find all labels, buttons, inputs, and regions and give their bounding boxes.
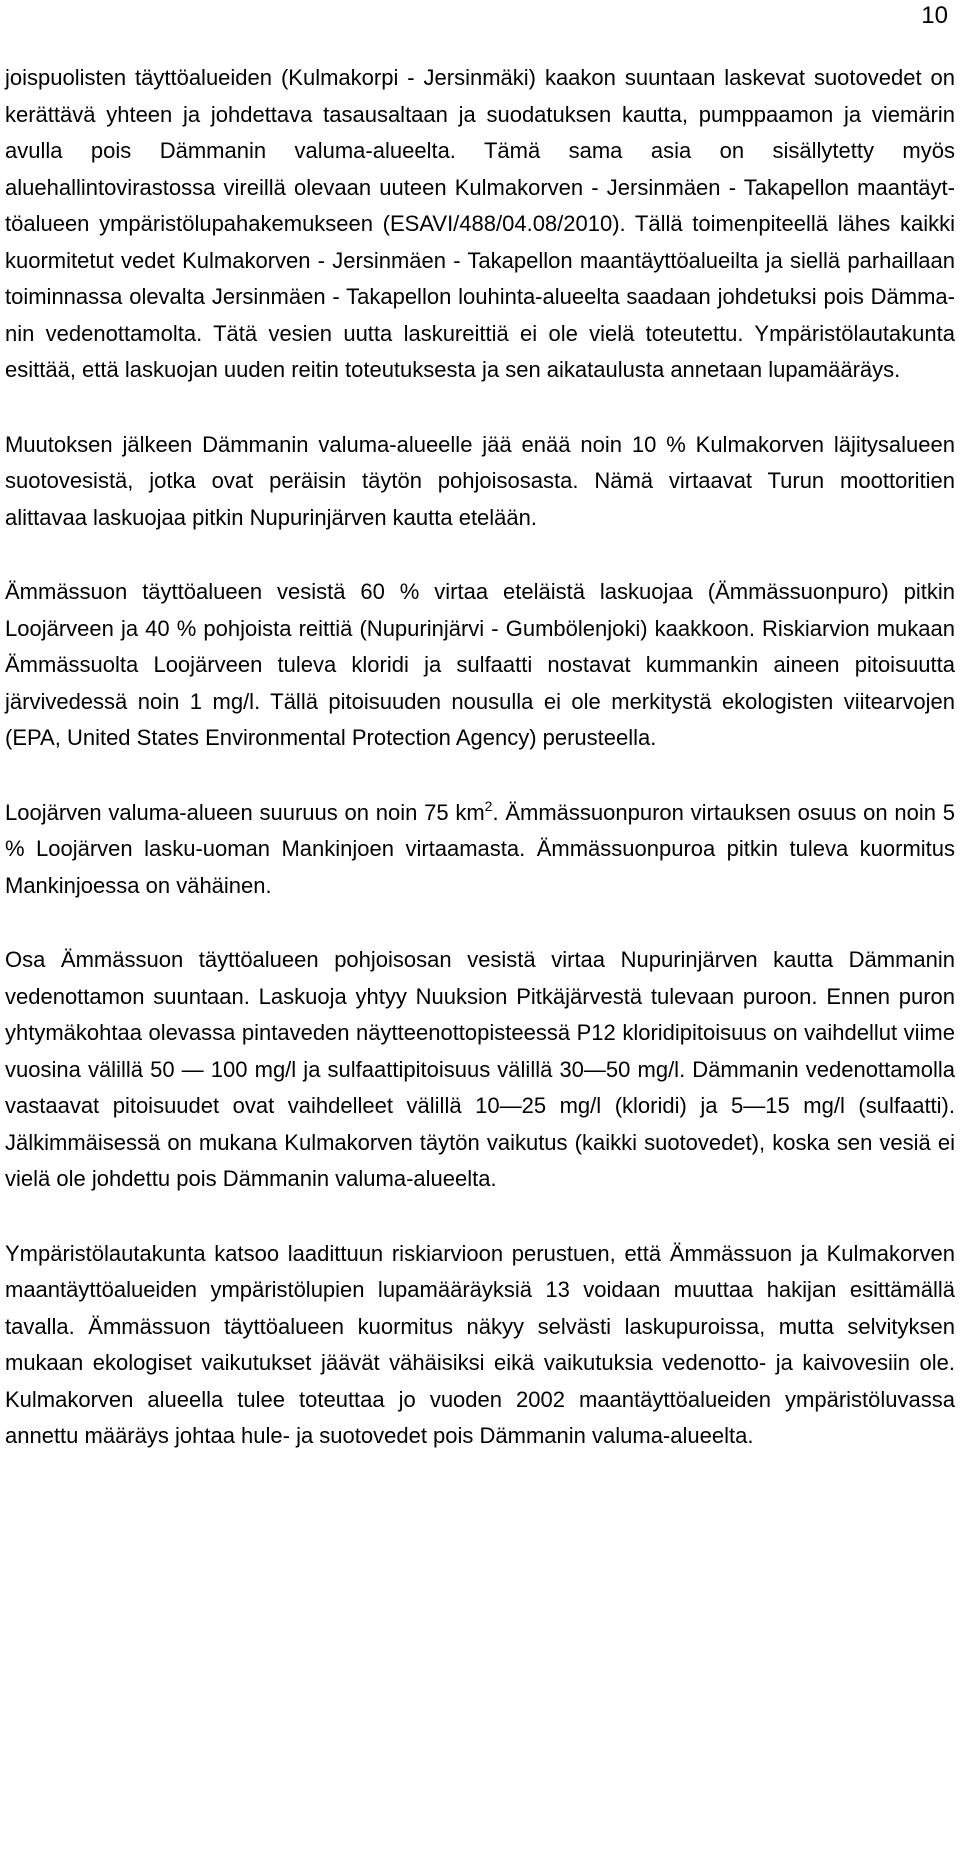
document-body	[5, 60, 955, 1493]
page-number: 10	[921, 2, 948, 29]
catchment-text: Loojärven valuma-alueen suuruus on noin 75 km	[5, 799, 485, 825]
paragraph-after-change: Muutoksen jälkeen Dämmanin valuma-alueelle jää enää noin 10 % Kulmakorven läjitysalueen suotovesistä, jotka ovat peräisin täytön pohjoisosasta. Nämä virtaavat Turun moottoritien alittavaa laskuojaa pitkin Nupurinjärven kautta etelään.	[5, 431, 955, 530]
paragraph-ammassuo-waters: Ämmässuon täyttöalueen vesistä 60 % virtaa eteläistä laskuojaa (Ämmässuonpuro) pitkin Loojärveen ja 40 % pohjoista reittiä (Nupurinjärvi - Gumbölenjoki) kaakkoon. Riskiarvion mukaan Ämmässuolta Loojärveen tuleva kloridi ja sulfaatti nostavat kummankin aineen pitoisuutta järvivedessä noin 1 mg/l. Tällä pitoisuuden nousulla ei ole merkitystä ekologisten viitearvojen (EPA, United States Environmental Protection Agency) perusteella.	[5, 579, 955, 750]
catchment-text-continued: . Ämmässuonpuron virtauksen osuus on noin 5 % Loojärven lasku-uoman Mankinjoen virtaamasta. Ämmässuonpuroa pitkin tuleva kuormitus Mankinjoessa on vähäinen.	[5, 799, 955, 898]
paragraph-conclusion: Ympäristölautakunta katsoo laadittuun riskiarvioon perustuen, että Ämmässuon ja Kulmakorven maantäyttöalueiden ympäristölupien lupamääräyksiä 13 voidaan muuttaa hakijan esittämällä tavalla. Ämmässuon täyttöalueen kuormitus näkyy selvästi laskupuroissa, mutta selvityksen mukaan ekologiset vaikutukset jäävät vähäisiksi eikä vaikutuksia vedenotto- ja kaivovesiin ole. Kulmakorven alueella tulee toteuttaa jo vuoden 2002 maantäyttöalueiden ympäristöluvassa annettu määräys johtaa hule- ja suotovedet pois Dämmanin valuma-alueelta.	[5, 1240, 955, 1448]
paragraph-drainage-plan: joispuolisten täyttöalueiden (Kulmakorpi - Jersinmäki) kaakon suuntaan laskevat suotovedet on kerättävä yhteen ja johdettava tasausaltaan ja suodatuksen kautta, pumppaamon ja viemärin avulla pois Dämmanin valuma-alueelta. Tämä sama asia on sisällytetty myös aluehallintovirastossa vireillä olevaan uuteen Kulmakorven - Jersinmäen - Takapellon maantäyttöalueen ympäristölupahakemukseen (ESAVI/488/04.08/2010). Tällä toimenpiteellä lähes kaikki kuormitetut vedet Kulmakorven - Jersinmäen - Takapellon maantäyttöalueilta ja siellä parhaillaan toiminnassa olevalta Jersinmäen - Takapellon louhinta-alueelta saadaan johdetuksi pois Dämmanin vedenottamolta. Tätä vesien uutta laskureittiä ei ole vielä toteutettu. Ympäristölautakunta esittää, että laskuojan uuden reitin toteutuksesta ja sen aikataulusta annetaan lupamääräys.	[5, 65, 955, 382]
paragraph-loojarvi-catchment	[5, 795, 955, 905]
paragraph-northern-waters: Osa Ämmässuon täyttöalueen pohjoisosan vesistä virtaa Nupurinjärven kautta Dämmanin vedenottamon suuntaan. Laskuoja yhtyy Nuuksion Pitkäjärvestä tulevaan puroon. Ennen puron yhtymäkohtaa olevassa pintaveden näytteenottopisteessä P12 kloridipitoisuus on vaihdellut viime vuosina välillä 50 — 100 mg/l ja sulfaattipitoisuus välillä 30—50 mg/l. Dämmanin vedenottamolla vastaavat pitoisuudet ovat vaihdelleet välillä 10—25 mg/l (kloridi) ja 5—15 mg/l (sulfaatti). Jälkimmäisessä on mukana Kulmakorven täytön vaikutus (kaikki suotovedet), koska sen vesiä ei vielä ole johdettu pois Dämmanin valuma-alueelta.	[5, 947, 955, 1191]
superscript-2: 2	[484, 797, 493, 814]
